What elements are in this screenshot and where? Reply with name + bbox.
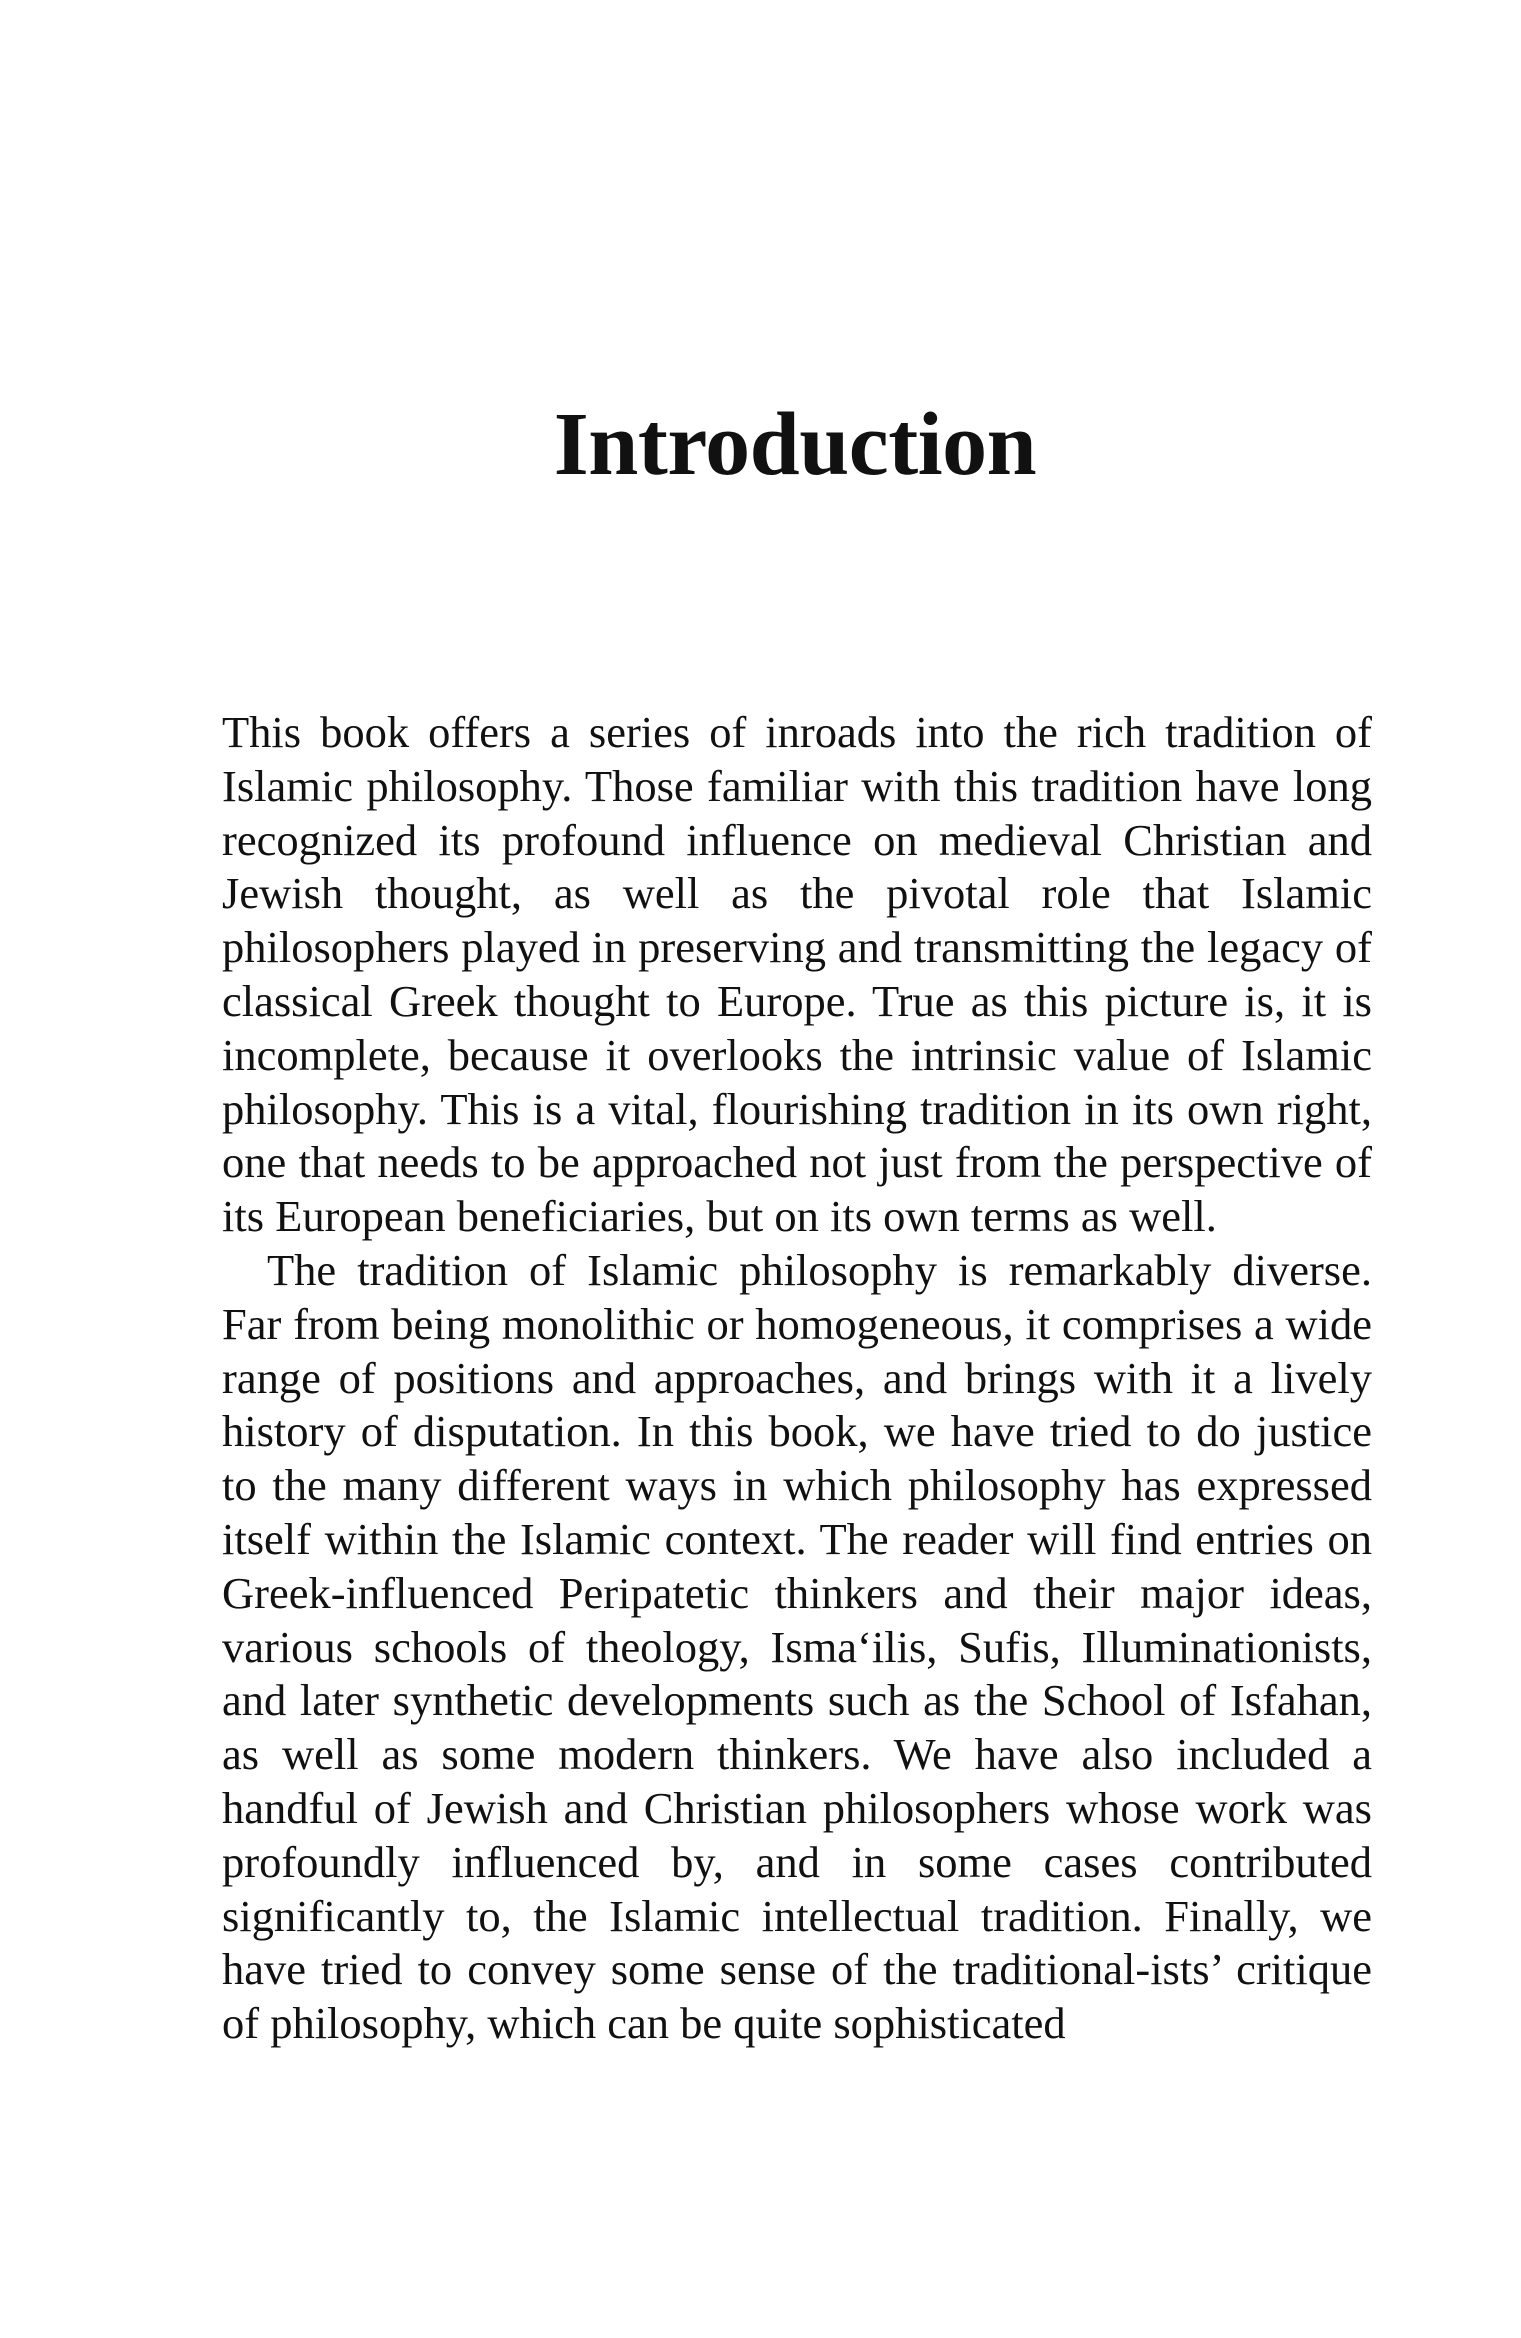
chapter-title: Introduction: [553, 395, 1037, 494]
paragraph-1: This book offers a series of inroads into the rich tradition of Islamic philosophy. Those familiar with this tradition have long recognized its profound influence on medieval Christian and Jewish thought, as well as the pivotal role that Islamic philosophers played in preserving and transmitting the legacy of classical Greek thought to Europe. True as this picture is, it is incomplete, because it overlooks the intrinsic value of Islamic philosophy. This is a vital, flourishing tradition in its own right, one that needs to be approached not just from the perspective of its European beneficiaries, but on its own terms as well.: [222, 707, 1372, 1242]
paragraph-2: The tradition of Islamic philosophy is remarkably diverse. Far from being monolithic or homogeneous, it comprises a wide range of positions and approaches, and brings with it a lively history of disputation. In this book, we have tried to do justice to the many different ways in which philosophy has expressed itself within the Islamic context. The reader will find entries on Greek-influenced Peripatetic thinkers and their major ideas, various schools of theology, Isma‘ilis, Sufis, Illuminationists, and later synthetic developments such as the School of Isfahan, as well as some modern thinkers. We have also included a handful of Jewish and Christian philosophers whose work was profoundly influenced by, and in some cases contributed significantly to, the Islamic intellectual tradition. Finally, we have tried to convey some sense of the traditional-ists’ critique of philosophy, which can be quite sophisticated: [222, 1244, 1372, 2049]
chapter-body: [222, 706, 1372, 2051]
